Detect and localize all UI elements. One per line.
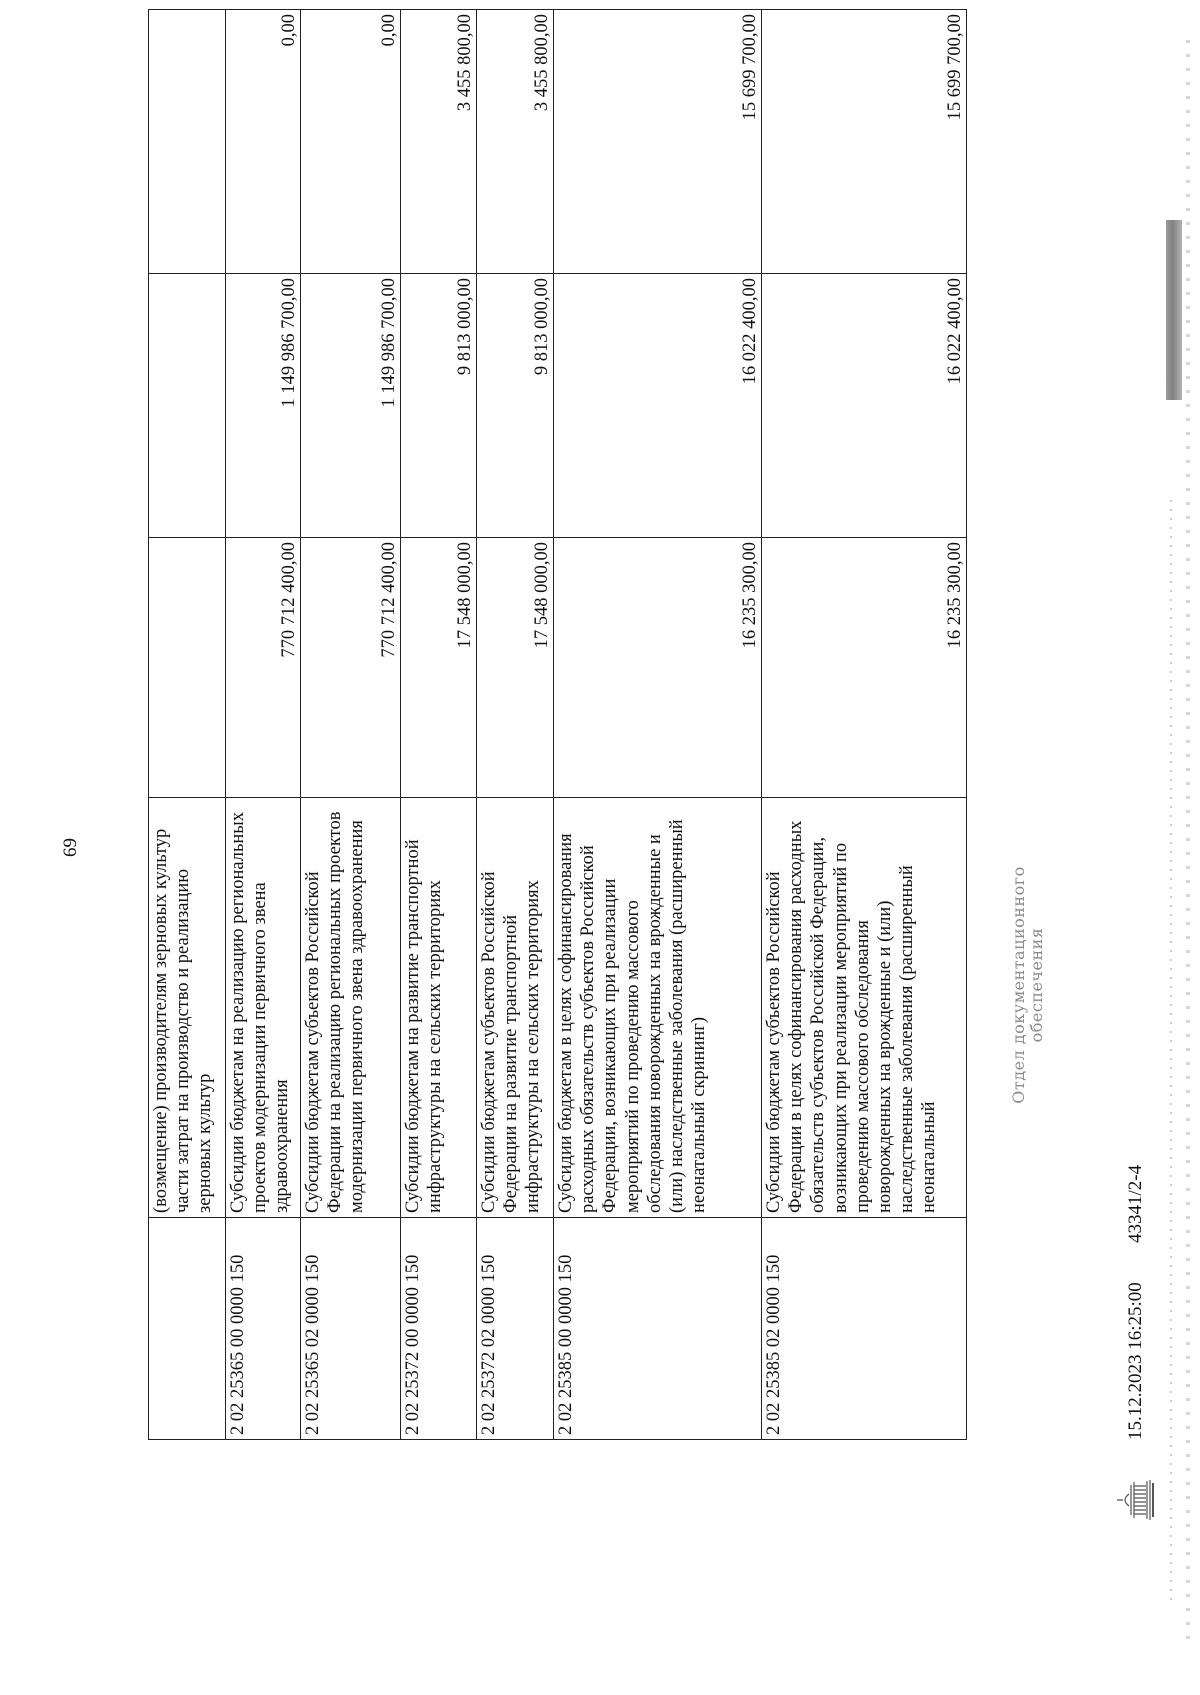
amount-year2-cell: 9 813 000,00 bbox=[477, 274, 554, 538]
budget-code-cell: 2 02 25365 00 0000 150 bbox=[226, 1218, 301, 1440]
amount-year1-cell: 17 548 000,00 bbox=[401, 538, 477, 798]
amount-year1-cell: 16 235 300,00 bbox=[554, 538, 762, 798]
amount-year2-cell: 9 813 000,00 bbox=[401, 274, 477, 538]
amount-year3-cell: 3 455 800,00 bbox=[477, 10, 554, 274]
amount-year2-cell: 16 022 400,00 bbox=[554, 274, 762, 538]
stamp-line: обеспечения bbox=[1027, 927, 1047, 1043]
income-name-cell: (возмещение) производителям зерновых культур части затрат на производство и реализацию зерновых культур bbox=[149, 798, 226, 1218]
amount-year3-cell: 0,00 bbox=[226, 10, 301, 274]
income-name-cell: Субсидии бюджетам субъектов Российской Федерации в целях софинансирования расходных обязательств субъектов Российской Федерации, возникающих при реализации мероприятий по проведению массового обследования новорожденных на врожденные и (или) наследственные заболевания (расширенный неонатальный bbox=[762, 798, 967, 1218]
amount-year2-cell bbox=[149, 274, 226, 538]
table-row bbox=[226, 10, 301, 1440]
amount-year1-cell: 770 712 400,00 bbox=[226, 538, 301, 798]
page-number: 69 bbox=[60, 838, 81, 857]
amount-year1-cell bbox=[149, 538, 226, 798]
department-stamp bbox=[1010, 835, 1047, 1135]
budget-code-cell: 2 02 25365 02 0000 150 bbox=[301, 1218, 401, 1440]
amount-year2-cell: 1 149 986 700,00 bbox=[301, 274, 401, 538]
income-name-cell: Субсидии бюджетам на развитие транспортной инфраструктуры на сельских территориях bbox=[401, 798, 477, 1218]
stamp-line: Отдел документационного bbox=[1009, 866, 1028, 1104]
budget-code-cell: 2 02 25372 02 0000 150 bbox=[477, 1218, 554, 1440]
table-row bbox=[401, 10, 477, 1440]
income-name-cell: Субсидии бюджетам в целях софинансирования расходных обязательств субъектов Российской Федерации, возникающих при реализации мероприятий по проведению массового обследования новорожденных на врожденные и (или) наследственные заболевания (расширенный неонатальный скрининг) bbox=[554, 798, 762, 1218]
budget-table bbox=[148, 9, 967, 1440]
amount-year3-cell: 15 699 700,00 bbox=[762, 10, 967, 274]
amount-year1-cell: 770 712 400,00 bbox=[301, 538, 401, 798]
amount-year3-cell: 15 699 700,00 bbox=[554, 10, 762, 274]
amount-year1-cell: 17 548 000,00 bbox=[477, 538, 554, 798]
budget-code-cell: 2 02 25385 00 0000 150 bbox=[554, 1218, 762, 1440]
amount-year3-cell: 0,00 bbox=[301, 10, 401, 274]
table-row bbox=[149, 10, 226, 1440]
amount-year3-cell bbox=[149, 10, 226, 274]
amount-year1-cell: 16 235 300,00 bbox=[762, 538, 967, 798]
amount-year3-cell: 3 455 800,00 bbox=[401, 10, 477, 274]
table-row bbox=[477, 10, 554, 1440]
table-row bbox=[554, 10, 762, 1440]
table-row bbox=[301, 10, 401, 1440]
table-row bbox=[762, 10, 967, 1440]
income-name-cell: Субсидии бюджетам на реализацию региональных проектов модернизации первичного звена здравоохранения bbox=[226, 798, 301, 1218]
duma-building-icon bbox=[1115, 1477, 1155, 1523]
budget-code-cell: 2 02 25372 00 0000 150 bbox=[401, 1218, 477, 1440]
budget-code-cell bbox=[149, 1218, 226, 1440]
amount-year2-cell: 1 149 986 700,00 bbox=[226, 274, 301, 538]
income-name-cell: Субсидии бюджетам субъектов Российской Федерации на развитие транспортной инфраструктуры на сельских территориях bbox=[477, 798, 554, 1218]
income-name-cell: Субсидии бюджетам субъектов Российской Федерации на реализацию региональных проектов модернизации первичного звена здравоохранения bbox=[301, 798, 401, 1218]
budget-code-cell: 2 02 25385 02 0000 150 bbox=[762, 1218, 967, 1440]
footer-timestamp: 15.12.2023 16:25:00 bbox=[1125, 1282, 1146, 1440]
amount-year2-cell: 16 022 400,00 bbox=[762, 274, 967, 538]
footer-document-code: 43341/2-4 bbox=[1125, 1164, 1146, 1243]
